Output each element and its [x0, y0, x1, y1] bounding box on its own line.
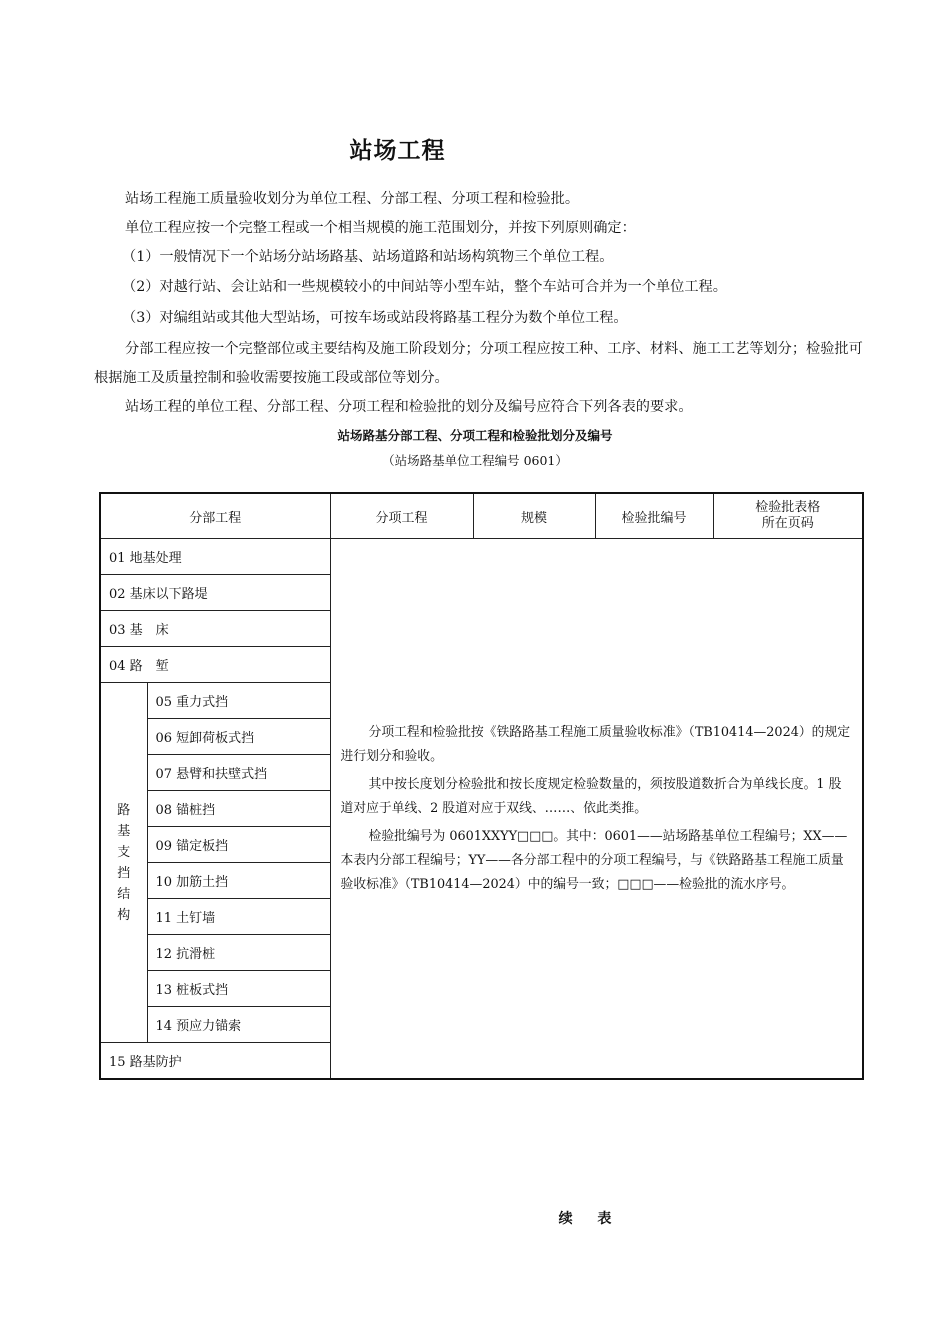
table-subcaption: （站场路基单位工程编号 0601）	[382, 453, 568, 468]
table-caption: 站场路基分部工程、分项工程和检验批划分及编号	[337, 428, 613, 443]
group-label-char: 支	[117, 844, 131, 860]
group-label-cell	[100, 683, 147, 1043]
division-table	[99, 492, 864, 1080]
notes-cell	[330, 539, 863, 1080]
header-form-page-line2: 所在页码	[761, 516, 814, 531]
note-1: 分项工程和检验批按《铁路路基工程施工质量验收标准》（TB10414—2024）的规定进行划分和验收。	[340, 724, 851, 764]
subdivision-cell: 14 预应力锚索	[147, 1007, 330, 1043]
note-2: 其中按长度划分检验批和按长度规定检验数量的，须按股道数折合为单线长度。1 股道对应于单线、2 股道对应于双线、……、依此类推。	[340, 776, 842, 816]
group-label-char: 路	[117, 802, 131, 818]
subdivision-cell: 06 短卸荷板式挡	[147, 719, 330, 755]
paragraph-6: 分部工程应按一个完整部位或主要结构及施工阶段划分；分项工程应按工种、工序、材料、施工工艺等划分；检验批可根据施工及质量控制和验收需要按施工段或部位等划分。	[94, 341, 863, 386]
note-3: 检验批编号为 0601XXYY□□□。其中：0601——站场路基单位工程编号；XX——本表内分部工程编号；YY——各分部工程中的分项工程编号，与《铁路路基工程施工质量验收标准》（TB10414—2024）中的编号一致；□□□——检验批的流水序号。	[340, 828, 848, 892]
table-row	[100, 539, 863, 575]
continued-label: 续 表	[558, 1211, 622, 1227]
subdivision-cell: 01 地基处理	[100, 539, 330, 575]
subdivision-cell: 05 重力式挡	[147, 683, 330, 719]
header-batch-number: 检验批编号	[595, 493, 713, 539]
header-form-page	[713, 493, 863, 539]
subdivision-cell: 10 加筋土挡	[147, 863, 330, 899]
paragraph-4: （2）对越行站、会让站和一些规模较小的中间站等小型车站，整个车站可合并为一个单位工程。	[122, 279, 727, 295]
paragraph-5: （3）对编组站或其他大型站场，可按车场或站段将路基工程分为数个单位工程。	[122, 310, 628, 326]
header-form-page-line1: 检验批表格	[755, 500, 821, 515]
subdivision-cell: 04 路 堑	[100, 647, 330, 683]
group-label-char: 基	[117, 823, 131, 839]
subdivision-cell: 02 基床以下路堤	[100, 575, 330, 611]
header-scale: 规模	[473, 493, 595, 539]
header-subitem: 分项工程	[330, 493, 473, 539]
subdivision-cell: 12 抗滑桩	[147, 935, 330, 971]
group-label-char: 构	[117, 907, 131, 923]
table-header-row	[100, 493, 863, 539]
paragraph-2: 单位工程应按一个完整工程或一个相当规模的施工范围划分，并按下列原则确定：	[125, 220, 636, 236]
subdivision-cell: 03 基 床	[100, 611, 330, 647]
subdivision-cell: 11 土钉墙	[147, 899, 330, 935]
subdivision-cell: 13 桩板式挡	[147, 971, 330, 1007]
subdivision-cell: 07 悬臂和扶壁式挡	[147, 755, 330, 791]
subdivision-cell: 15 路基防护	[100, 1043, 330, 1080]
group-label-char: 挡	[117, 865, 131, 881]
header-subdivision: 分部工程	[100, 493, 330, 539]
group-label-char: 结	[117, 886, 131, 902]
paragraph-3: （1）一般情况下一个站场分站场路基、站场道路和站场构筑物三个单位工程。	[122, 249, 614, 265]
paragraph-7: 站场工程的单位工程、分部工程、分项工程和检验批的划分及编号应符合下列各表的要求。	[125, 399, 693, 415]
subdivision-cell: 09 锚定板挡	[147, 827, 330, 863]
subdivision-cell: 08 锚桩挡	[147, 791, 330, 827]
page-title: 站场工程	[349, 138, 446, 164]
paragraph-1: 站场工程施工质量验收划分为单位工程、分部工程、分项工程和检验批。	[125, 191, 580, 207]
